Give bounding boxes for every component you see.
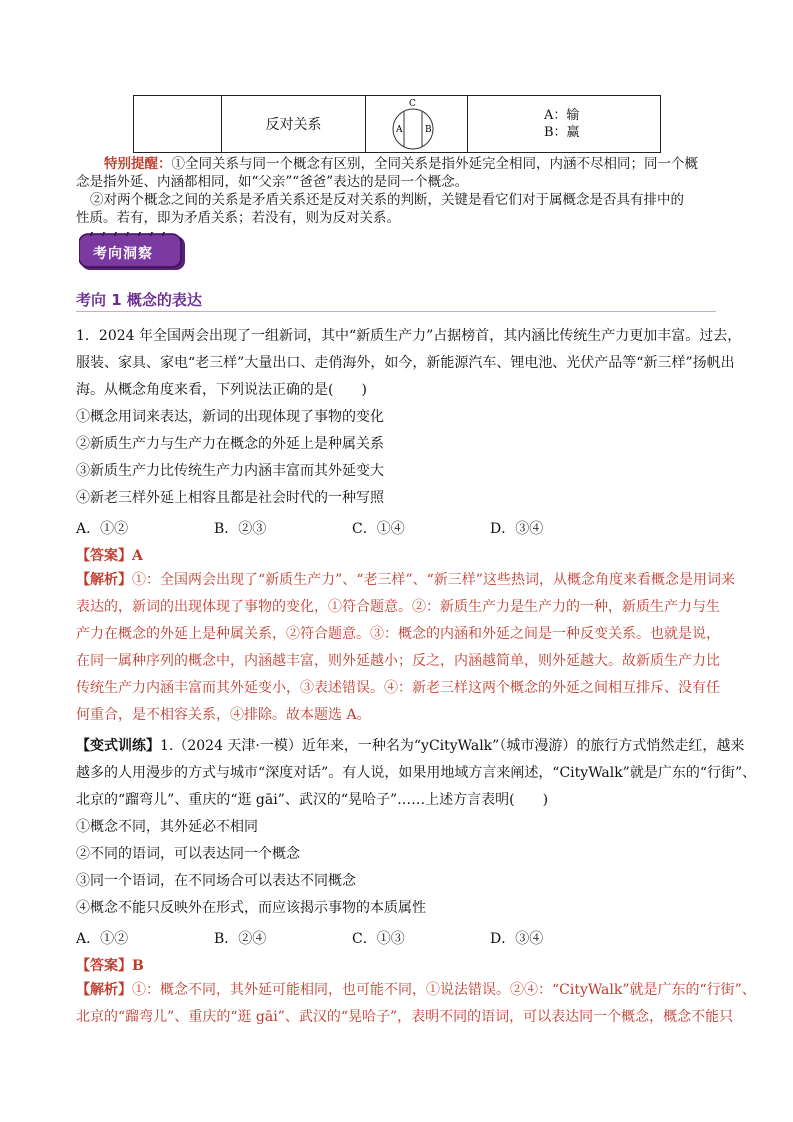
q1-option-b: B．②③: [214, 521, 267, 537]
q1-analysis-text-1: ①：全国两会出现了“新质生产力”、“老三样”、“新三样”这些热词，从概念角度来看概念是用词来: [132, 572, 735, 588]
q2-option-b: B．②④: [214, 931, 267, 947]
q2-statement-2: ②不同的语词，可以表达同一个概念: [76, 846, 300, 862]
q1-analysis-line-6: 何重合，是不相容关系，④排除。故本题选 A。: [76, 707, 371, 723]
q1-statement-2: ②新质生产力与生产力在概念的外延上是种属关系: [76, 436, 384, 452]
circle-diagram-icon: [366, 96, 467, 154]
banner-title: 考向洞察: [93, 246, 153, 262]
diagram-label-c: C: [409, 99, 416, 109]
q1-option-a: A．①②: [76, 521, 129, 537]
tip-text-1: ①全同关系与同一个概念有区别，全同关系是指外延完全相同，内涵不尽相同；同一个概: [171, 156, 698, 172]
relation-label: 反对关系: [222, 96, 366, 152]
q2-lead: 【变式训练】: [76, 738, 160, 754]
q1-analysis-line-4: 在同一属种序列的概念中，内涵越丰富，则外延越小；反之，内涵越简单，则外延越大。故新质生产力比: [76, 653, 720, 669]
q2-analysis-lead: 【解析】: [76, 982, 132, 998]
legend-b: B：赢: [544, 125, 580, 140]
section-divider: [76, 311, 716, 312]
relation-table: [133, 95, 661, 153]
q1-answer: 【答案】A: [76, 548, 143, 564]
q2-option-c: C．①③: [352, 931, 405, 947]
q2-stem-line-3: 北京的“蹓弯儿”、重庆的“逛 gāi”、武汉的“晃哈子”……上述方言表明( ): [76, 792, 549, 808]
q2-stem-line-2: 越多的人用漫步的方式与城市“深度对话”。有人说，如果用地域方言来阐述，“CityWalk”就是广东的“行街”、: [76, 765, 757, 781]
q2-stem-text-1: 1.（2024 天津·一模）近年来，一种名为“yCityWalk”（城市漫游）的旅行方式悄然走红，越来: [160, 738, 745, 754]
q1-analysis-line-2: 表达的，新词的出现体现了事物的变化，①符合题意。②：新质生产力是生产力的一种，新质生产力与生: [76, 599, 720, 615]
q2-statement-1: ①概念不同，其外延必不相同: [76, 819, 258, 835]
tip-line-1: [104, 155, 754, 173]
q2-analysis-text-1: ①：概念不同，其外延可能相同，也可能不同，①说法错误。②④：“CityWalk”就是广东的“行街”、: [132, 982, 756, 998]
legend-a: A：输: [544, 108, 580, 123]
q2-stem-line-1: [76, 733, 745, 761]
q1-statement-4: ④新老三样外延上相容且都是社会时代的一种写照: [76, 490, 384, 506]
q1-analysis-line-5: 传统生产力内涵丰富而其外延变小，③表述错误。④：新老三样这两个概念的外延之间相互排斥、没有任: [76, 680, 720, 696]
q2-statement-3: ③同一个语词，在不同场合可以表达不同概念: [76, 873, 356, 889]
tip-line-3: ②对两个概念之间的关系是矛盾关系还是反对关系的判断，关键是看它们对于属概念是否具有排中的: [90, 192, 684, 208]
q2-analysis-line-1: [76, 977, 756, 1005]
q2-option-a: A．①②: [76, 931, 129, 947]
q1-analysis-line-1: [76, 567, 735, 595]
q1-analysis-lead: 【解析】: [76, 572, 132, 588]
q2-statement-4: ④概念不能只反映外在形式，而应该揭示事物的本质属性: [76, 900, 426, 916]
section-banner: [79, 232, 189, 272]
q2-analysis-line-2: 北京的“蹓弯儿”、重庆的“逛 gāi”、武汉的“晃哈子”，表明不同的语词，可以表达同一个概念，概念不能只: [76, 1009, 734, 1025]
q1-options: [76, 518, 628, 538]
section-title: 考向 1 概念的表达: [76, 291, 202, 309]
venn-diagram: [366, 96, 468, 152]
q2-options: [76, 928, 628, 948]
tip-lead: 特别提醒：: [104, 156, 172, 172]
q1-option-d: D．③④: [490, 521, 544, 537]
tip-line-2: 念是指外延、内涵都相同，如“父亲”“爸爸”表达的是同一个概念。: [76, 174, 469, 190]
q2-answer: 【答案】B: [76, 958, 144, 974]
q1-stem-line-3: 海。从概念角度来看，下列说法正确的是( ): [76, 382, 367, 398]
q1-stem-line-2: 服装、家具、家电“老三样”大量出口、走俏海外，如今，新能源汽车、锂电池、光伏产品等“新三样”扬帆出: [76, 355, 735, 371]
q1-stem-line-1: 1．2024 年全国两会出现了一组新词，其中“新质生产力”占据榜首，其内涵比传统生产力更加丰富。过去，: [76, 328, 742, 344]
q1-analysis-line-3: 产力在概念的外延上是种属关系，②符合题意。③：概念的内涵和外延之间是一种反变关系。也就是说，: [76, 626, 720, 642]
q1-option-c: C．①④: [352, 521, 405, 537]
diagram-label-a: A: [396, 125, 403, 135]
q1-statement-1: ①概念用词来表达，新词的出现体现了事物的变化: [76, 409, 384, 425]
q1-statement-3: ③新质生产力比传统生产力内涵丰富而其外延变大: [76, 463, 384, 479]
legend-cell: [468, 96, 660, 152]
q2-option-d: D．③④: [490, 931, 544, 947]
diagram-label-b: B: [425, 125, 432, 135]
tip-line-4: 性质。若有，即为矛盾关系；若没有，则为反对关系。: [76, 210, 400, 226]
table-cell-empty: [134, 96, 222, 152]
